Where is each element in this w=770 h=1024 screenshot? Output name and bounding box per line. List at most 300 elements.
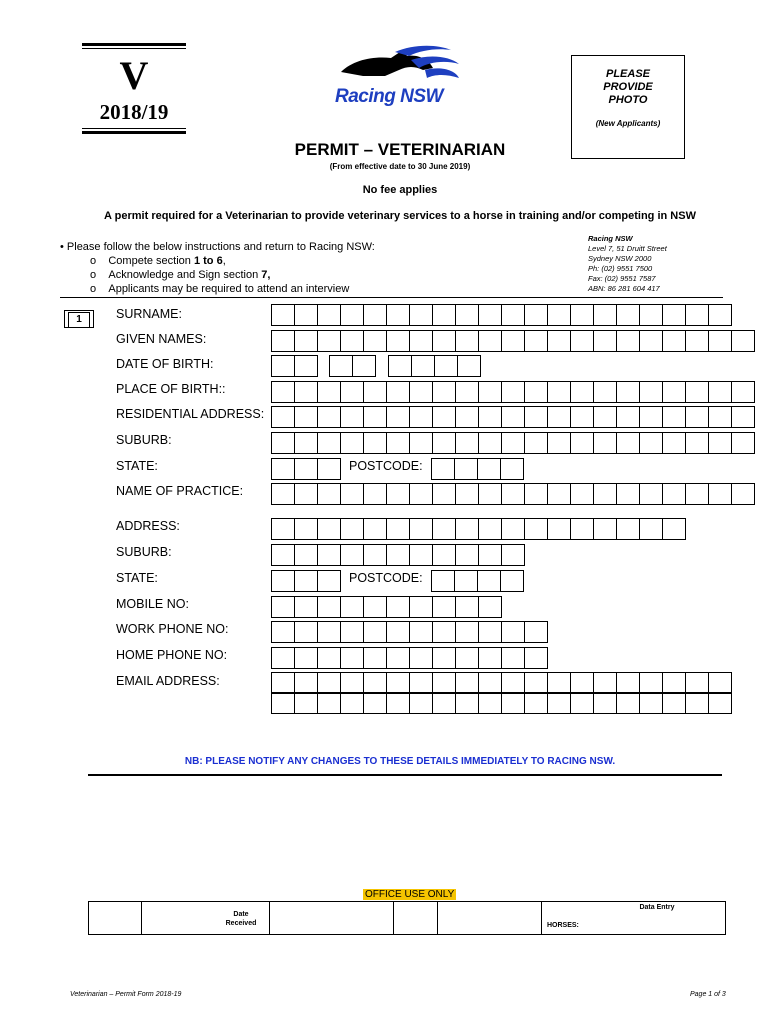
dob-day-box[interactable] — [294, 355, 318, 377]
email-1-box[interactable] — [685, 672, 709, 694]
suburb-box[interactable] — [547, 432, 571, 454]
given-names-box[interactable] — [639, 330, 663, 352]
place-of-birth-box[interactable] — [708, 381, 732, 403]
practice-box[interactable] — [317, 483, 341, 505]
practice-postcode-box[interactable] — [500, 570, 524, 592]
given-names-box[interactable] — [685, 330, 709, 352]
mobile-box[interactable] — [294, 596, 318, 618]
surname-box[interactable] — [662, 304, 686, 326]
practice-address-box[interactable] — [524, 518, 548, 540]
email-label: EMAIL ADDRESS: — [116, 674, 220, 688]
dob-month-box[interactable] — [352, 355, 376, 377]
email-2-box[interactable] — [616, 692, 640, 714]
work-phone-box[interactable] — [363, 621, 387, 643]
residential-address-box[interactable] — [639, 406, 663, 428]
email-1-box[interactable] — [593, 672, 617, 694]
practice-address-box[interactable] — [386, 518, 410, 540]
work-phone-box[interactable] — [409, 621, 433, 643]
suburb-box[interactable] — [616, 432, 640, 454]
practice-suburb-box[interactable] — [501, 544, 525, 566]
racing-nsw-logo — [333, 42, 473, 112]
mobile-box[interactable] — [455, 596, 479, 618]
email-2-box[interactable] — [501, 692, 525, 714]
practice-box[interactable] — [294, 483, 318, 505]
suburb-box[interactable] — [501, 432, 525, 454]
dob-label: DATE OF BIRTH: — [116, 357, 214, 371]
surname-box[interactable] — [455, 304, 479, 326]
office-col-divider — [141, 902, 142, 934]
email-2-box[interactable] — [294, 692, 318, 714]
surname-box[interactable] — [524, 304, 548, 326]
practice-suburb-box[interactable] — [271, 544, 295, 566]
dob-year-box[interactable] — [457, 355, 481, 377]
residential-address-box[interactable] — [547, 406, 571, 428]
form-letter: V — [119, 53, 149, 98]
residential-address-box[interactable] — [662, 406, 686, 428]
practice-address-box[interactable] — [547, 518, 571, 540]
residential-address-box[interactable] — [363, 406, 387, 428]
date-received-label: Date Received — [225, 911, 257, 927]
postcode-box[interactable] — [431, 458, 455, 480]
practice-state-box[interactable] — [271, 570, 295, 592]
given-names-box[interactable] — [271, 330, 295, 352]
practice-address-box[interactable] — [639, 518, 663, 540]
work-phone-box[interactable] — [317, 621, 341, 643]
practice-address-box[interactable] — [616, 518, 640, 540]
practice-suburb-box[interactable] — [432, 544, 456, 566]
given-names-box[interactable] — [294, 330, 318, 352]
practice-suburb-box[interactable] — [363, 544, 387, 566]
given-names-box[interactable] — [478, 330, 502, 352]
home-phone-box[interactable] — [524, 647, 548, 669]
practice-address-label: ADDRESS: — [116, 519, 180, 533]
state-label: STATE: — [116, 459, 158, 473]
top-rule-thin — [82, 48, 186, 49]
page-title: PERMIT – VETERINARIAN — [294, 140, 506, 159]
residential-address-box[interactable] — [570, 406, 594, 428]
practice-address-box[interactable] — [363, 518, 387, 540]
suburb-box[interactable] — [662, 432, 686, 454]
place-of-birth-box[interactable] — [409, 381, 433, 403]
bottom-rule-thin — [82, 128, 186, 129]
footer-left: Veterinarian – Permit Form 2018-19 — [70, 991, 182, 998]
practice-address-box[interactable] — [340, 518, 364, 540]
office-col-divider — [393, 902, 394, 934]
email-2-box[interactable] — [271, 692, 295, 714]
given-names-box[interactable] — [340, 330, 364, 352]
practice-state-box[interactable] — [294, 570, 318, 592]
email-2-box[interactable] — [639, 692, 663, 714]
home-phone-box[interactable] — [478, 647, 502, 669]
email-2-box[interactable] — [363, 692, 387, 714]
suburb-box[interactable] — [593, 432, 617, 454]
email-2-box[interactable] — [685, 692, 709, 714]
surname-box[interactable] — [317, 304, 341, 326]
email-1-box[interactable] — [639, 672, 663, 694]
work-phone-box[interactable] — [432, 621, 456, 643]
home-phone-box[interactable] — [317, 647, 341, 669]
place-of-birth-box[interactable] — [685, 381, 709, 403]
practice-suburb-box[interactable] — [294, 544, 318, 566]
state-box[interactable] — [271, 458, 295, 480]
practice-address-box[interactable] — [271, 518, 295, 540]
practice-box[interactable] — [478, 483, 502, 505]
mobile-box[interactable] — [271, 596, 295, 618]
email-1-box[interactable] — [524, 672, 548, 694]
mobile-box[interactable] — [432, 596, 456, 618]
suburb-box[interactable] — [340, 432, 364, 454]
practice-box[interactable] — [432, 483, 456, 505]
practice-suburb-box[interactable] — [478, 544, 502, 566]
work-phone-box[interactable] — [478, 621, 502, 643]
given-names-box[interactable] — [363, 330, 387, 352]
place-of-birth-box[interactable] — [524, 381, 548, 403]
given-names-box[interactable] — [432, 330, 456, 352]
email-1-box[interactable] — [478, 672, 502, 694]
dob-year-box[interactable] — [388, 355, 412, 377]
residential-address-box[interactable] — [409, 406, 433, 428]
practice-address-box[interactable] — [455, 518, 479, 540]
postcode-box[interactable] — [477, 458, 501, 480]
practice-address-box[interactable] — [478, 518, 502, 540]
dob-day-box[interactable] — [271, 355, 295, 377]
suburb-label: SUBURB: — [116, 433, 172, 447]
practice-address-box[interactable] — [501, 518, 525, 540]
instruction-item: o Acknowledge and Sign section 7, — [90, 269, 271, 281]
logo-text: Racing NSW — [335, 86, 443, 107]
instruction-item: o Compete section 1 to 6, — [90, 255, 226, 267]
home-phone-box[interactable] — [294, 647, 318, 669]
home-phone-box[interactable] — [271, 647, 295, 669]
place-of-birth-box[interactable] — [363, 381, 387, 403]
practice-box[interactable] — [593, 483, 617, 505]
practice-box[interactable] — [731, 483, 755, 505]
email-2-box[interactable] — [478, 692, 502, 714]
residential-address-box[interactable] — [340, 406, 364, 428]
practice-suburb-box[interactable] — [340, 544, 364, 566]
practice-box[interactable] — [639, 483, 663, 505]
office-use-label: OFFICE USE ONLY — [365, 889, 455, 900]
instructions-rule — [60, 297, 723, 298]
address-org: Racing NSW — [588, 234, 633, 243]
top-rule-thick — [82, 43, 186, 46]
surname-box[interactable] — [685, 304, 709, 326]
postcode-box[interactable] — [500, 458, 524, 480]
given-names-box[interactable] — [524, 330, 548, 352]
bottom-rule-thick — [82, 131, 186, 134]
residential-address-box[interactable] — [731, 406, 755, 428]
email-2-box[interactable] — [340, 692, 364, 714]
state-box[interactable] — [317, 458, 341, 480]
place-of-birth-box[interactable] — [547, 381, 571, 403]
postcode-box[interactable] — [454, 458, 478, 480]
surname-box[interactable] — [593, 304, 617, 326]
mobile-label: MOBILE NO: — [116, 597, 189, 611]
email-2-box[interactable] — [708, 692, 732, 714]
suburb-box[interactable] — [685, 432, 709, 454]
surname-box[interactable] — [409, 304, 433, 326]
email-1-box[interactable] — [317, 672, 341, 694]
mobile-box[interactable] — [386, 596, 410, 618]
practice-postcode-label: POSTCODE: — [349, 571, 423, 585]
surname-box[interactable] — [363, 304, 387, 326]
practice-state-label: STATE: — [116, 571, 158, 585]
residential-address-box[interactable] — [478, 406, 502, 428]
email-1-box[interactable] — [363, 672, 387, 694]
email-2-box[interactable] — [547, 692, 571, 714]
email-2-box[interactable] — [455, 692, 479, 714]
place-of-birth-box[interactable] — [340, 381, 364, 403]
instruction-item: o Applicants may be required to attend an interview — [90, 283, 350, 295]
email-2-box[interactable] — [662, 692, 686, 714]
section-number: 1 — [64, 310, 94, 328]
no-fee-note: No fee applies — [362, 184, 438, 196]
place-of-birth-box[interactable] — [731, 381, 755, 403]
suburb-box[interactable] — [271, 432, 295, 454]
email-2-box[interactable] — [570, 692, 594, 714]
practice-suburb-label: SUBURB: — [116, 545, 172, 559]
place-of-birth-label: PLACE OF BIRTH:: — [116, 382, 226, 396]
suburb-box[interactable] — [432, 432, 456, 454]
surname-box[interactable] — [294, 304, 318, 326]
email-1-box[interactable] — [501, 672, 525, 694]
home-phone-box[interactable] — [363, 647, 387, 669]
office-use-table — [88, 901, 726, 935]
email-1-box[interactable] — [271, 672, 295, 694]
surname-box[interactable] — [340, 304, 364, 326]
given-names-box[interactable] — [386, 330, 410, 352]
work-phone-box[interactable] — [455, 621, 479, 643]
residential-address-box[interactable] — [294, 406, 318, 428]
work-phone-box[interactable] — [524, 621, 548, 643]
practice-postcode-box[interactable] — [454, 570, 478, 592]
practice-box[interactable] — [524, 483, 548, 505]
state-box[interactable] — [294, 458, 318, 480]
change-notice: NB: PLEASE NOTIFY ANY CHANGES TO THESE DETAILS IMMEDIATELY TO RACING NSW. — [184, 756, 616, 767]
email-1-box[interactable] — [708, 672, 732, 694]
practice-suburb-box[interactable] — [317, 544, 341, 566]
photo-label-2: PROVIDE — [603, 81, 653, 93]
suburb-box[interactable] — [317, 432, 341, 454]
residential-address-label: RESIDENTIAL ADDRESS: — [116, 407, 265, 421]
suburb-box[interactable] — [524, 432, 548, 454]
suburb-box[interactable] — [294, 432, 318, 454]
given-names-box[interactable] — [547, 330, 571, 352]
suburb-box[interactable] — [708, 432, 732, 454]
residential-address-box[interactable] — [317, 406, 341, 428]
surname-box[interactable] — [547, 304, 571, 326]
residential-address-box[interactable] — [616, 406, 640, 428]
practice-box[interactable] — [662, 483, 686, 505]
email-1-box[interactable] — [547, 672, 571, 694]
email-2-box[interactable] — [593, 692, 617, 714]
practice-box[interactable] — [455, 483, 479, 505]
given-names-box[interactable] — [731, 330, 755, 352]
surname-box[interactable] — [432, 304, 456, 326]
surname-box[interactable] — [639, 304, 663, 326]
practice-box[interactable] — [501, 483, 525, 505]
practice-box[interactable] — [547, 483, 571, 505]
residential-address-box[interactable] — [708, 406, 732, 428]
given-names-box[interactable] — [662, 330, 686, 352]
practice-address-box[interactable] — [593, 518, 617, 540]
given-names-box[interactable] — [409, 330, 433, 352]
given-names-box[interactable] — [708, 330, 732, 352]
mobile-box[interactable] — [317, 596, 341, 618]
email-2-box[interactable] — [386, 692, 410, 714]
surname-box[interactable] — [271, 304, 295, 326]
residential-address-box[interactable] — [501, 406, 525, 428]
email-1-box[interactable] — [432, 672, 456, 694]
given-names-box[interactable] — [616, 330, 640, 352]
practice-state-box[interactable] — [317, 570, 341, 592]
practice-label: NAME OF PRACTICE: — [116, 484, 244, 498]
mobile-box[interactable] — [363, 596, 387, 618]
residential-address-box[interactable] — [386, 406, 410, 428]
work-phone-label: WORK PHONE NO: — [116, 622, 229, 636]
email-2-box[interactable] — [409, 692, 433, 714]
practice-address-box[interactable] — [294, 518, 318, 540]
practice-box[interactable] — [409, 483, 433, 505]
surname-box[interactable] — [570, 304, 594, 326]
given-names-box[interactable] — [570, 330, 594, 352]
data-entry-label: Data Entry — [639, 904, 675, 911]
place-of-birth-box[interactable] — [662, 381, 686, 403]
email-1-box[interactable] — [294, 672, 318, 694]
place-of-birth-box[interactable] — [570, 381, 594, 403]
surname-box[interactable] — [478, 304, 502, 326]
practice-box[interactable] — [340, 483, 364, 505]
practice-address-box[interactable] — [662, 518, 686, 540]
practice-box[interactable] — [271, 483, 295, 505]
given-names-box[interactable] — [455, 330, 479, 352]
suburb-box[interactable] — [570, 432, 594, 454]
place-of-birth-box[interactable] — [294, 381, 318, 403]
residential-address-box[interactable] — [685, 406, 709, 428]
practice-postcode-box[interactable] — [477, 570, 501, 592]
suburb-box[interactable] — [409, 432, 433, 454]
contact-address — [588, 234, 667, 294]
surname-box[interactable] — [501, 304, 525, 326]
residential-address-box[interactable] — [455, 406, 479, 428]
mobile-box[interactable] — [340, 596, 364, 618]
address-line2: Sydney NSW 2000 — [588, 254, 652, 263]
email-1-box[interactable] — [616, 672, 640, 694]
place-of-birth-box[interactable] — [455, 381, 479, 403]
form-year: 2018/19 — [99, 100, 169, 124]
residential-address-box[interactable] — [524, 406, 548, 428]
email-1-box[interactable] — [386, 672, 410, 694]
notice-rule — [88, 774, 722, 776]
given-names-box[interactable] — [317, 330, 341, 352]
home-phone-box[interactable] — [340, 647, 364, 669]
place-of-birth-box[interactable] — [271, 381, 295, 403]
place-of-birth-box[interactable] — [317, 381, 341, 403]
place-of-birth-box[interactable] — [432, 381, 456, 403]
residential-address-box[interactable] — [432, 406, 456, 428]
office-col-divider — [541, 902, 542, 934]
practice-address-box[interactable] — [432, 518, 456, 540]
practice-address-box[interactable] — [570, 518, 594, 540]
practice-box[interactable] — [616, 483, 640, 505]
work-phone-box[interactable] — [294, 621, 318, 643]
home-phone-box[interactable] — [455, 647, 479, 669]
home-phone-box[interactable] — [386, 647, 410, 669]
email-2-box[interactable] — [317, 692, 341, 714]
residential-address-box[interactable] — [593, 406, 617, 428]
email-1-box[interactable] — [570, 672, 594, 694]
place-of-birth-box[interactable] — [593, 381, 617, 403]
suburb-box[interactable] — [363, 432, 387, 454]
practice-suburb-box[interactable] — [386, 544, 410, 566]
residential-address-box[interactable] — [271, 406, 295, 428]
photo-note: (New Applicants) — [595, 119, 661, 128]
suburb-box[interactable] — [731, 432, 755, 454]
email-1-box[interactable] — [662, 672, 686, 694]
home-phone-box[interactable] — [409, 647, 433, 669]
dob-year-box[interactable] — [411, 355, 435, 377]
given-names-box[interactable] — [501, 330, 525, 352]
email-1-box[interactable] — [340, 672, 364, 694]
practice-box[interactable] — [386, 483, 410, 505]
work-phone-box[interactable] — [340, 621, 364, 643]
place-of-birth-box[interactable] — [616, 381, 640, 403]
practice-box[interactable] — [685, 483, 709, 505]
surname-box[interactable] — [386, 304, 410, 326]
place-of-birth-box[interactable] — [478, 381, 502, 403]
practice-suburb-box[interactable] — [409, 544, 433, 566]
photo-label-1: PLEASE — [605, 68, 650, 80]
given-names-box[interactable] — [593, 330, 617, 352]
suburb-box[interactable] — [478, 432, 502, 454]
permit-statement: A permit required for a Veterinarian to provide veterinary services to a horse in training and/or competing in NSW — [104, 210, 696, 222]
practice-box[interactable] — [708, 483, 732, 505]
place-of-birth-box[interactable] — [386, 381, 410, 403]
dob-month-box[interactable] — [329, 355, 353, 377]
email-2-box[interactable] — [524, 692, 548, 714]
practice-address-box[interactable] — [317, 518, 341, 540]
work-phone-box[interactable] — [501, 621, 525, 643]
mobile-box[interactable] — [478, 596, 502, 618]
surname-box[interactable] — [616, 304, 640, 326]
horses-label: HORSES: — [547, 922, 579, 929]
email-1-box[interactable] — [409, 672, 433, 694]
place-of-birth-box[interactable] — [639, 381, 663, 403]
address-phone: Ph: (02) 9551 7500 — [588, 264, 653, 273]
surname-box[interactable] — [708, 304, 732, 326]
practice-suburb-box[interactable] — [455, 544, 479, 566]
work-phone-box[interactable] — [386, 621, 410, 643]
work-phone-box[interactable] — [271, 621, 295, 643]
place-of-birth-box[interactable] — [501, 381, 525, 403]
practice-box[interactable] — [363, 483, 387, 505]
practice-postcode-box[interactable] — [431, 570, 455, 592]
given-names-label: GIVEN NAMES: — [116, 332, 207, 346]
email-1-box[interactable] — [455, 672, 479, 694]
address-abn: ABN: 86 281 604 417 — [588, 284, 660, 293]
suburb-box[interactable] — [639, 432, 663, 454]
suburb-box[interactable] — [455, 432, 479, 454]
email-2-box[interactable] — [432, 692, 456, 714]
practice-box[interactable] — [570, 483, 594, 505]
postcode-label: POSTCODE: — [349, 459, 423, 473]
mobile-box[interactable] — [409, 596, 433, 618]
practice-address-box[interactable] — [409, 518, 433, 540]
home-phone-box[interactable] — [501, 647, 525, 669]
home-phone-box[interactable] — [432, 647, 456, 669]
suburb-box[interactable] — [386, 432, 410, 454]
dob-year-box[interactable] — [434, 355, 458, 377]
